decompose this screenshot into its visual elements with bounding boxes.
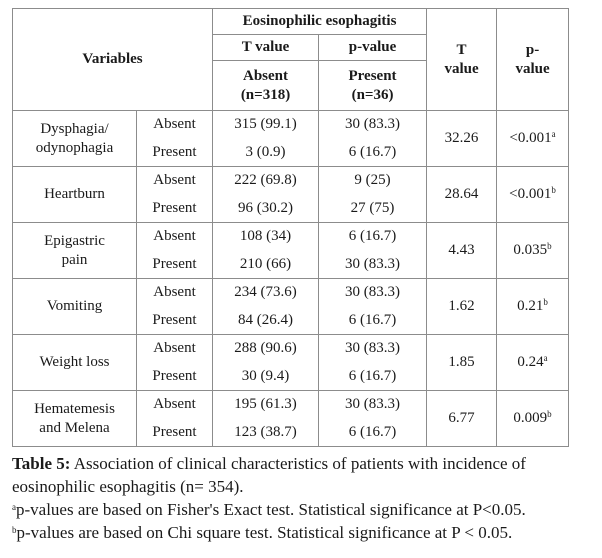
p-value: <0.001: [509, 130, 552, 146]
table-row: [13, 167, 569, 195]
group-header: Eosinophilic esophagitis: [213, 9, 427, 35]
variable-name: [13, 223, 137, 279]
sub-header-p-value: p-value: [319, 35, 427, 61]
present-group-label: Present: [348, 67, 397, 84]
absent-count-cell: 108 (34): [213, 223, 319, 251]
variable-name-line1: Heartburn: [44, 186, 105, 202]
absent-count-cell: 30 (9.4): [213, 363, 319, 391]
absent-count-cell: 96 (30.2): [213, 195, 319, 223]
status-cell: Absent: [137, 111, 213, 139]
status-cell: Absent: [137, 223, 213, 251]
variable-name: [13, 335, 137, 391]
p-footnote-mark: b: [543, 297, 548, 307]
table-row: [13, 111, 569, 139]
status-cell: Absent: [137, 167, 213, 195]
p-value: 0.21: [517, 298, 544, 314]
p-footnote-mark: a: [551, 129, 556, 139]
status-cell: Present: [137, 139, 213, 167]
absent-count-cell: 288 (90.6): [213, 335, 319, 363]
caption-text: [12, 454, 526, 496]
t-value-cell: 4.43: [427, 223, 497, 279]
variable-name-line1: Epigastric: [44, 232, 105, 249]
sub-header-t-value: T value: [213, 35, 319, 61]
present-count-cell: 30 (83.3): [319, 391, 427, 419]
p-footnote-mark: a: [543, 353, 548, 363]
variable-name: [13, 391, 137, 447]
present-count-cell: 6 (16.7): [319, 223, 427, 251]
table-row: [13, 223, 569, 251]
footnote-a: [12, 498, 592, 521]
variables-header: Variables: [13, 9, 213, 111]
variable-name-line2: pain: [61, 251, 88, 268]
variable-name: [13, 167, 137, 223]
t-value-cell: 1.85: [427, 335, 497, 391]
status-cell: Absent: [137, 391, 213, 419]
present-count-cell: 30 (83.3): [319, 335, 427, 363]
footnote-a-text: p-values are based on Fisher's Exact test. Statistical significance at P<0.05.: [16, 500, 526, 519]
p-value-cell: [497, 391, 569, 447]
variable-name-line2: and Melena: [39, 419, 110, 436]
status-cell: Present: [137, 363, 213, 391]
status-cell: Present: [137, 195, 213, 223]
t-value-header-line1: T: [456, 41, 467, 58]
p-value-cell: [497, 335, 569, 391]
absent-count-cell: 3 (0.9): [213, 139, 319, 167]
absent-count-cell: 195 (61.3): [213, 391, 319, 419]
absent-count-cell: 234 (73.6): [213, 279, 319, 307]
present-count-cell: 9 (25): [319, 167, 427, 195]
t-value-cell: 6.77: [427, 391, 497, 447]
caption-label: Table 5:: [12, 454, 71, 473]
p-value-header: [497, 9, 569, 111]
absent-count-cell: 210 (66): [213, 251, 319, 279]
footnote-b-text: p-values are based on Chi square test. Statistical significance at P < 0.05.: [16, 523, 513, 542]
status-cell: Present: [137, 419, 213, 447]
t-value-cell: 1.62: [427, 279, 497, 335]
variable-name: [13, 111, 137, 167]
p-footnote-mark: b: [547, 241, 552, 251]
present-count-cell: 6 (16.7): [319, 307, 427, 335]
variable-name-line1: Hematemesis: [34, 400, 115, 417]
variable-name: [13, 279, 137, 335]
p-value: <0.001: [509, 186, 552, 202]
caption-body: Association of clinical characteristics of patients with incidence of eosinophilic esophagitis (n= 354).: [12, 454, 526, 496]
status-cell: Present: [137, 251, 213, 279]
p-value: 0.24: [517, 354, 544, 370]
variable-name-line2: odynophagia: [35, 139, 114, 156]
p-value-cell: [497, 111, 569, 167]
p-value: 0.009: [513, 410, 548, 426]
variable-name-line1: Vomiting: [46, 298, 103, 314]
present-count-cell: 6 (16.7): [319, 419, 427, 447]
variable-name-line1: Dysphagia/: [40, 120, 109, 137]
p-value-cell: [497, 223, 569, 279]
table-caption: [12, 452, 592, 544]
status-cell: Present: [137, 307, 213, 335]
footnote-b: [12, 521, 592, 544]
status-cell: Absent: [137, 335, 213, 363]
present-group-header: [319, 61, 427, 111]
p-value-header-line2: value: [515, 60, 550, 77]
absent-group-n: (n=318): [240, 86, 291, 103]
present-count-cell: 30 (83.3): [319, 279, 427, 307]
present-count-cell: 27 (75): [319, 195, 427, 223]
p-value-header-line1: p-: [525, 41, 540, 58]
footnote-a-mark: a: [12, 502, 16, 512]
absent-count-cell: 222 (69.8): [213, 167, 319, 195]
absent-count-cell: 123 (38.7): [213, 419, 319, 447]
status-cell: Absent: [137, 279, 213, 307]
p-footnote-mark: b: [547, 409, 552, 419]
p-value: 0.035: [513, 242, 548, 258]
table-row: [13, 279, 569, 307]
p-footnote-mark: b: [551, 185, 556, 195]
absent-count-cell: 315 (99.1): [213, 111, 319, 139]
t-value-cell: 32.26: [427, 111, 497, 167]
t-value-cell: 28.64: [427, 167, 497, 223]
t-value-header: [427, 9, 497, 111]
present-count-cell: 6 (16.7): [319, 139, 427, 167]
results-table: [12, 8, 569, 447]
table-row: [13, 335, 569, 363]
t-value-header-line2: value: [444, 60, 479, 77]
present-count-cell: 6 (16.7): [319, 363, 427, 391]
present-count-cell: 30 (83.3): [319, 251, 427, 279]
absent-group-label: Absent: [243, 67, 289, 84]
absent-count-cell: 84 (26.4): [213, 307, 319, 335]
footnote-b-mark: b: [12, 525, 17, 535]
present-group-n: (n=36): [351, 86, 394, 103]
table-row: [13, 391, 569, 419]
present-count-cell: 30 (83.3): [319, 111, 427, 139]
variable-name-line1: Weight loss: [39, 354, 110, 370]
absent-group-header: [213, 61, 319, 111]
p-value-cell: [497, 167, 569, 223]
p-value-cell: [497, 279, 569, 335]
